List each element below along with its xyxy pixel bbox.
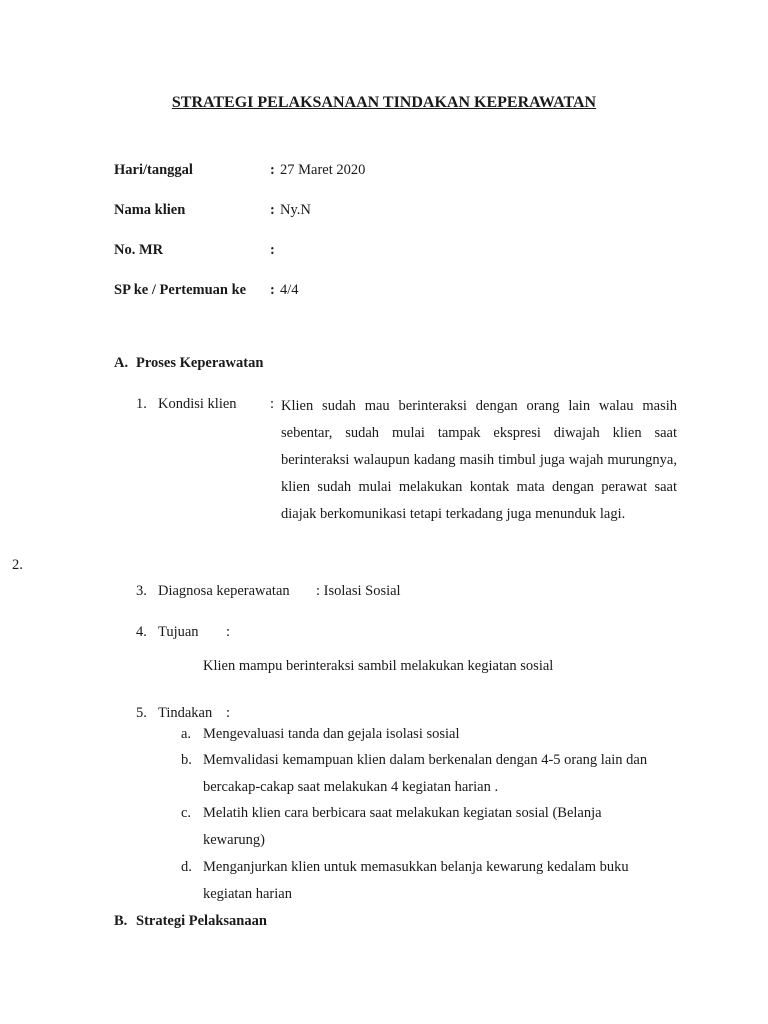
stray-list-number: 2. <box>12 557 23 573</box>
subitem-d-line-1: Menganjurkan klien untuk memasukkan belanja kewarung kedalam buku <box>203 859 629 875</box>
item-5-colon: : <box>226 705 231 721</box>
subitem-a-line-1: Mengevaluasi tanda dan gejala isolasi sosial <box>203 726 460 742</box>
field-colon-date: : <box>270 162 275 178</box>
item-5-number: 5. <box>136 705 147 721</box>
item-1-label: Kondisi klien <box>158 396 237 412</box>
subitem-b-marker: b. <box>181 752 192 768</box>
field-colon-mr-number: : <box>270 242 275 258</box>
field-label-session: SP ke / Pertemuan ke <box>114 282 247 298</box>
subitem-c-line-1: Melatih klien cara berbicara saat melakukan kegiatan sosial (Belanja <box>203 805 602 821</box>
section-a-title: Proses Keperawatan <box>136 355 264 371</box>
item-3-number: 3. <box>136 583 147 599</box>
subitem-a-marker: a. <box>181 726 192 742</box>
subitem-c-marker: c. <box>181 805 192 821</box>
field-colon-session: : <box>270 282 275 298</box>
document-title: STRATEGI PELAKSANAAN TINDAKAN KEPERAWATAN <box>171 94 597 111</box>
item-4-label: Tujuan <box>158 624 199 640</box>
item-4-goal-text: Klien mampu berinteraksi sambil melakukan kegiatan sosial <box>203 658 554 674</box>
section-a-marker: A. <box>114 355 129 371</box>
field-value-session: 4/4 <box>280 282 299 298</box>
item-1-number: 1. <box>136 396 147 412</box>
item-3-label: Diagnosa keperawatan <box>158 583 290 599</box>
section-b-title: Strategi Pelaksanaan <box>136 913 267 929</box>
item-4-number: 4. <box>136 624 147 640</box>
field-label-mr-number: No. MR <box>114 242 164 258</box>
subitem-d-line-2: kegiatan harian <box>203 886 292 902</box>
field-value-client-name: Ny.N <box>280 202 311 218</box>
subitem-b-line-2: bercakap-cakap saat melakukan 4 kegiatan harian . <box>203 779 499 795</box>
item-1-description: Klien sudah mau berinteraksi dengan orang lain walau masih sebentar, sudah mulai tampak ekspresi diwajah klien saat berinteraksi walaupun kadang masih timbul juga wajah murungnya, klien sudah mulai melakukan kontak mata dengan perawat saat diajak berkomunikasi tetapi terkadang juga menunduk lagi. <box>281 398 677 522</box>
section-b-marker: B. <box>114 913 128 929</box>
field-label-date: Hari/tanggal <box>114 162 193 178</box>
subitem-c-line-2: kewarung) <box>203 832 266 848</box>
item-5-label: Tindakan <box>158 705 213 721</box>
field-label-client-name: Nama klien <box>114 202 186 218</box>
item-4-colon: : <box>226 624 231 640</box>
field-colon-client-name: : <box>270 202 275 218</box>
item-1-colon: : <box>270 396 275 412</box>
item-3-value: : Isolasi Sosial <box>316 583 401 599</box>
subitem-b-line-1: Memvalidasi kemampuan klien dalam berkenalan dengan 4-5 orang lain dan <box>203 752 648 768</box>
field-value-date: 27 Maret 2020 <box>280 162 366 178</box>
subitem-d-marker: d. <box>181 859 192 875</box>
